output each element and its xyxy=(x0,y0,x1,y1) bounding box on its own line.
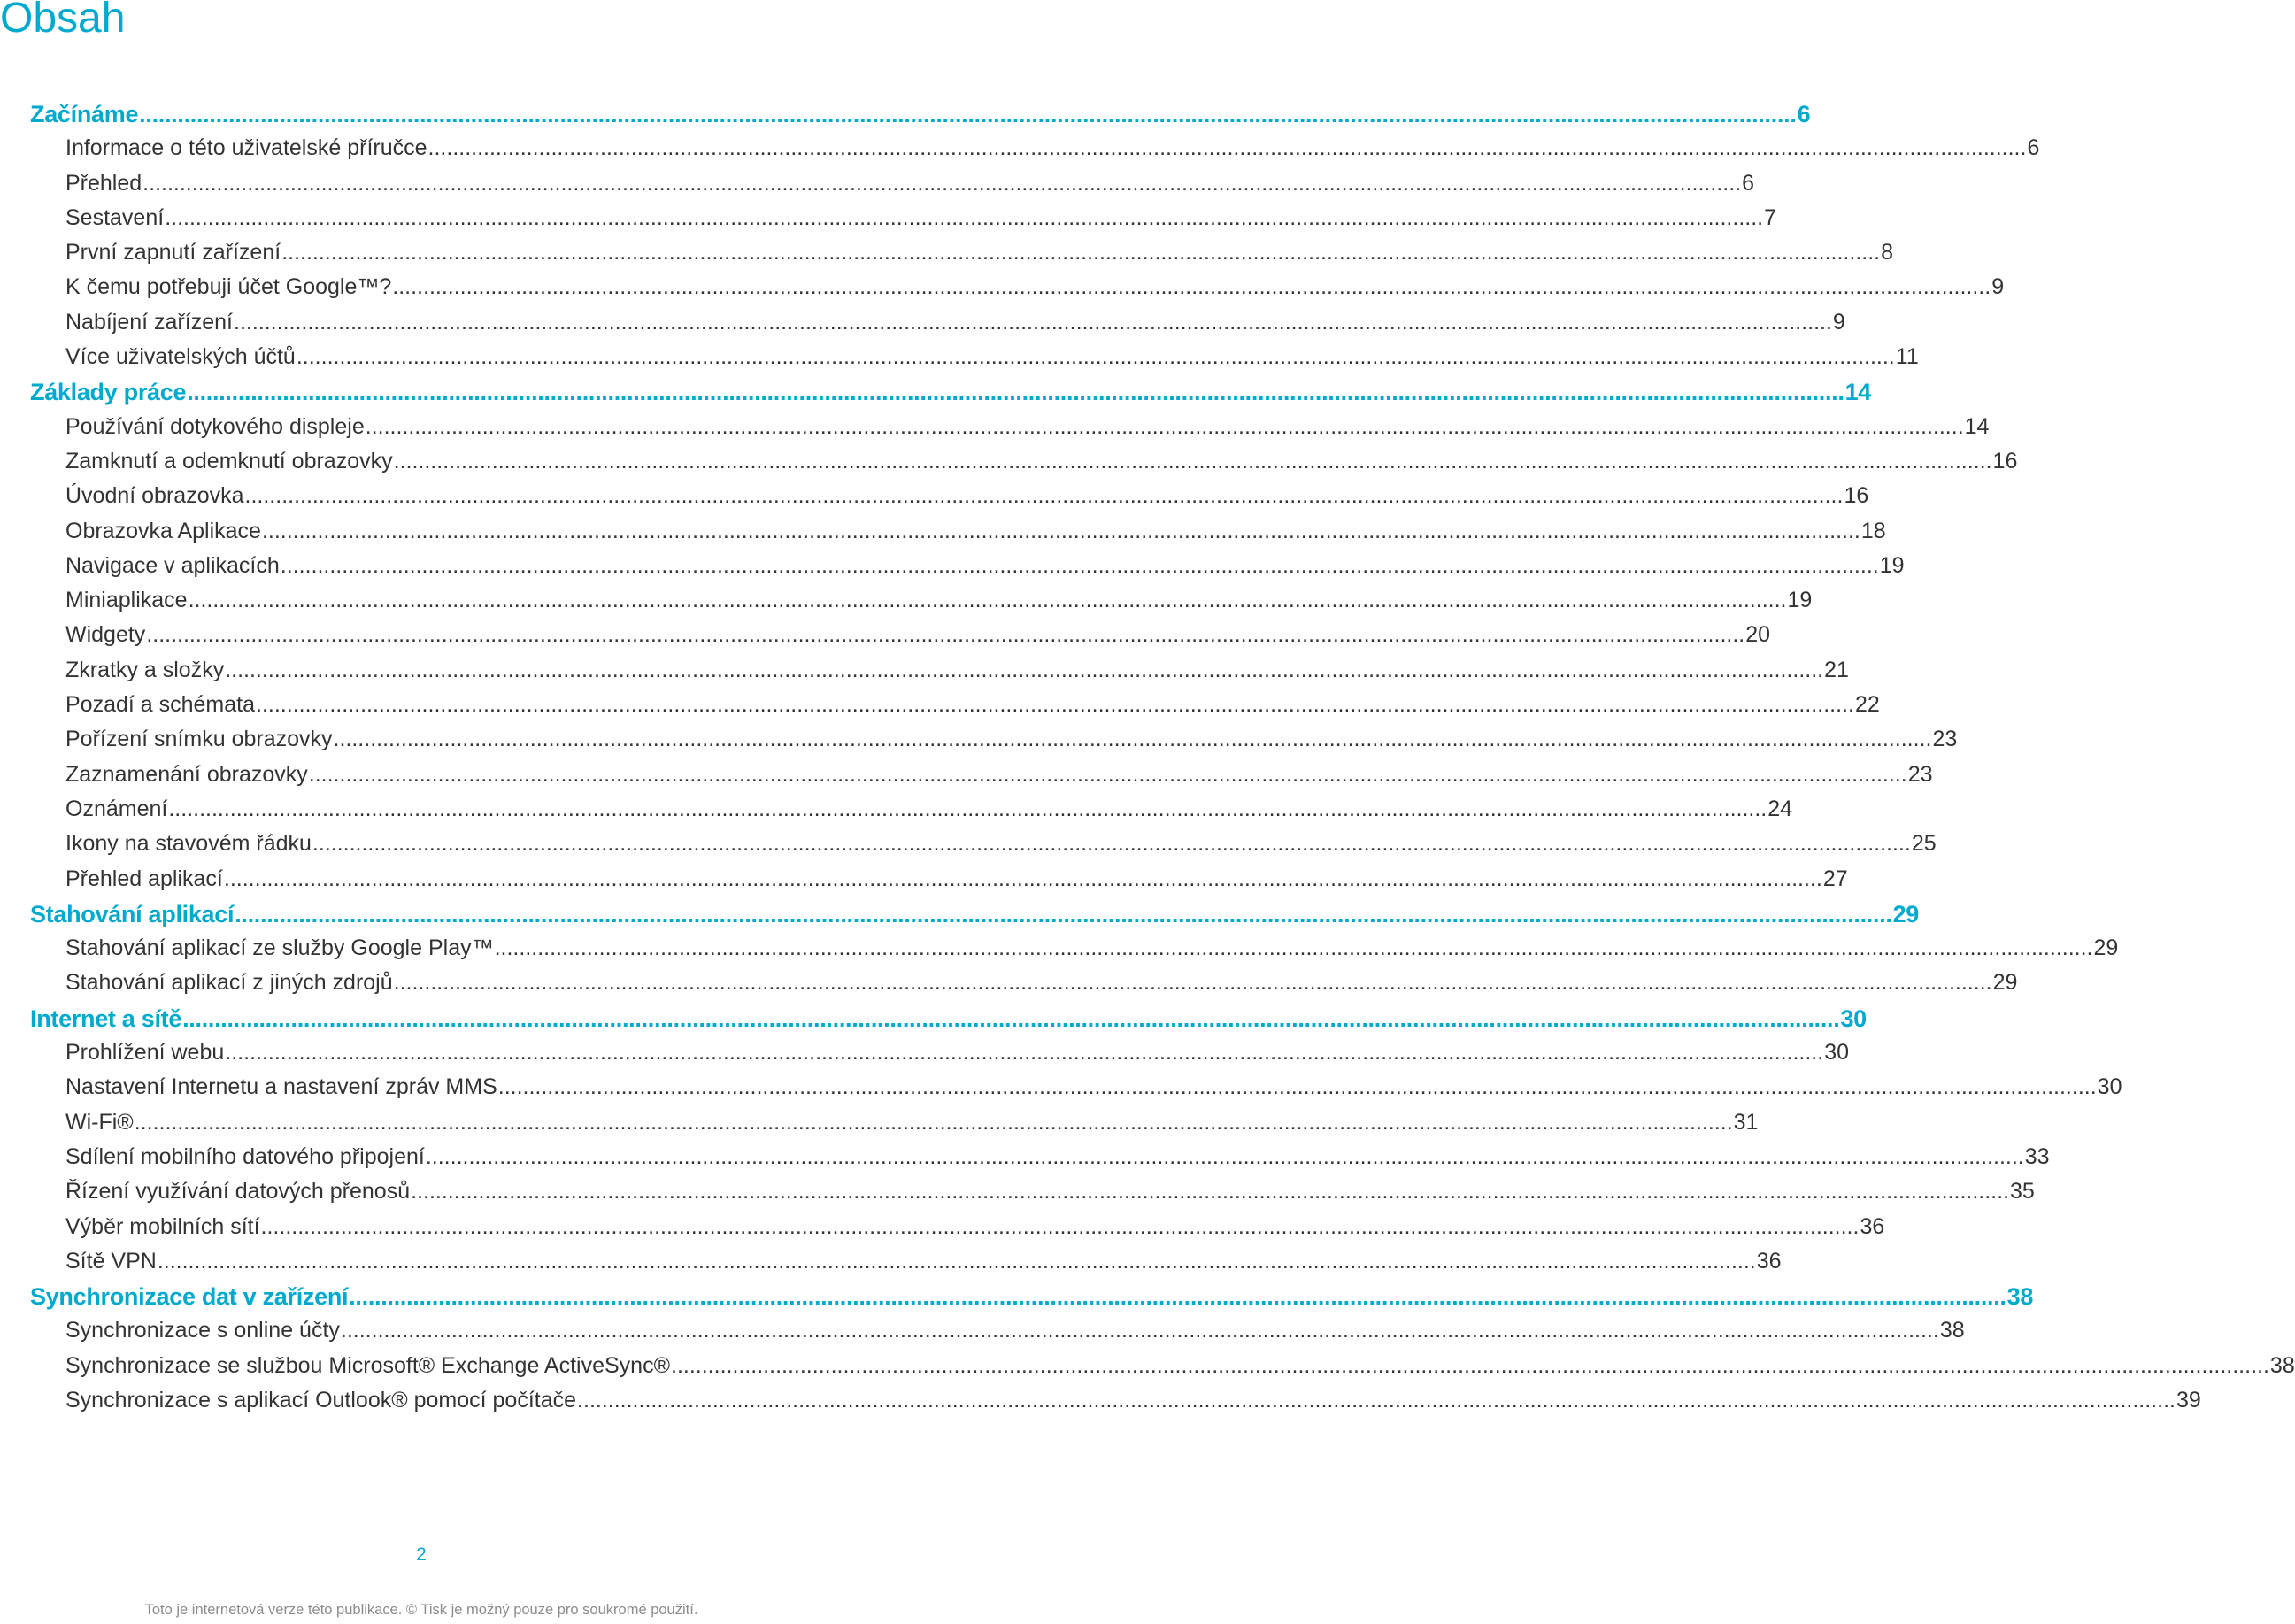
toc-entry[interactable] xyxy=(30,240,1894,274)
toc-entry[interactable] xyxy=(30,170,1754,205)
toc-entry[interactable] xyxy=(30,1040,1850,1074)
toc-chapter[interactable] xyxy=(30,1283,2034,1318)
toc-leader-dots: .................................................................................................................................................................................................................................................................... xyxy=(281,240,1881,266)
toc-title: Výběr mobilních sítí xyxy=(65,1213,260,1239)
toc-title: Zamknutí a odemknutí obrazovky xyxy=(65,448,393,473)
toc-title: Wi-Fi® xyxy=(65,1109,134,1135)
toc-leader-dots: .................................................................................................................................................................................................................................................................... xyxy=(165,204,1764,230)
toc-title: Stahování aplikací z jiných zdrojů xyxy=(65,970,393,996)
toc-entry[interactable] xyxy=(30,448,2018,483)
toc-leader-dots: .................................................................................................................................................................................................................................................................... xyxy=(308,761,1907,787)
toc-leader-dots: .................................................................................................................................................................................................................................................................... xyxy=(312,831,1911,857)
toc-page-number: 8 xyxy=(1881,240,1894,266)
table-of-contents xyxy=(30,101,2295,1422)
toc-page-number: 36 xyxy=(1860,1213,1885,1239)
toc-leader-dots: .................................................................................................................................................................................................................................................................... xyxy=(349,1283,2006,1311)
toc-title: Prohlížení webu xyxy=(65,1040,225,1066)
toc-title: Používání dotykového displeje xyxy=(65,413,365,439)
toc-leader-dots: .................................................................................................................................................................................................................................................................... xyxy=(225,1040,1824,1066)
toc-leader-dots: .................................................................................................................................................................................................................................................................... xyxy=(225,657,1824,682)
toc-title: Základy práce xyxy=(30,379,187,406)
toc-title: Zkratky a složky xyxy=(65,657,225,682)
toc-leader-dots: .................................................................................................................................................................................................................................................................... xyxy=(261,518,1860,543)
toc-title: Informace o této uživatelské příručce xyxy=(65,135,427,161)
toc-leader-dots: .................................................................................................................................................................................................................................................................... xyxy=(157,1248,1756,1274)
toc-entry[interactable] xyxy=(30,727,1958,761)
toc-page-number: 7 xyxy=(1764,204,1777,230)
toc-page-number: 6 xyxy=(1742,170,1754,196)
toc-leader-dots: .................................................................................................................................................................................................................................................................... xyxy=(168,796,1767,821)
toc-title: Pořízení snímku obrazovky xyxy=(65,727,333,752)
toc-entry[interactable] xyxy=(30,204,1777,240)
toc-page-number: 11 xyxy=(1895,344,1919,370)
toc-entry[interactable] xyxy=(30,1074,2122,1109)
toc-title: Stahování aplikací ze služby Google Play™ xyxy=(65,935,494,961)
toc-leader-dots: .................................................................................................................................................................................................................................................................... xyxy=(577,1387,2176,1412)
toc-entry[interactable] xyxy=(30,413,1990,449)
toc-entry[interactable] xyxy=(30,483,1869,518)
toc-title: Widgety xyxy=(65,622,146,648)
toc-title: Ikony na stavovém řádku xyxy=(65,831,312,857)
page-number: 2 xyxy=(416,1544,427,1565)
toc-leader-dots: .................................................................................................................................................................................................................................................................... xyxy=(392,274,1991,300)
toc-leader-dots: .................................................................................................................................................................................................................................................................... xyxy=(188,588,1787,613)
toc-title: Řízení využívání datových přenosů xyxy=(65,1179,411,1205)
toc-title: Synchronizace se službou Microsoft® Exchange ActiveSync® xyxy=(65,1352,670,1378)
toc-leader-dots: .................................................................................................................................................................................................................................................................... xyxy=(333,727,1932,752)
toc-page-number: 14 xyxy=(1964,413,1990,439)
toc-page-number: 38 xyxy=(2269,1352,2295,1378)
toc-entry[interactable] xyxy=(30,1248,1782,1283)
toc-page-number: 22 xyxy=(1854,692,1880,718)
toc-page-number: 38 xyxy=(1939,1318,1965,1343)
toc-page-number: 9 xyxy=(1832,309,1845,335)
toc-title: Oznámení xyxy=(65,796,168,821)
toc-title: Sestavení xyxy=(65,204,165,230)
toc-entry[interactable] xyxy=(30,935,2119,970)
toc-entry[interactable] xyxy=(30,1109,1759,1144)
toc-entry[interactable] xyxy=(30,1318,1965,1352)
footer-note: Toto je internetová verze této publikace. © Tisk je možný pouze pro soukromé použití. xyxy=(144,1602,698,1618)
toc-entry[interactable] xyxy=(30,135,2040,170)
toc-entry[interactable] xyxy=(30,1179,2035,1213)
toc-page-number: 6 xyxy=(1797,101,1811,127)
toc-title: Nabíjení zařízení xyxy=(65,309,233,335)
toc-page-number: 18 xyxy=(1860,518,1886,543)
toc-page-number: 38 xyxy=(2006,1283,2034,1311)
toc-leader-dots: .................................................................................................................................................................................................................................................................... xyxy=(146,622,1745,648)
toc-title: Synchronizace s online účty xyxy=(65,1318,340,1343)
toc-entry[interactable] xyxy=(30,692,1880,727)
toc-entry[interactable] xyxy=(30,344,1919,379)
toc-entry[interactable] xyxy=(30,796,1793,831)
toc-page-number: 23 xyxy=(1932,727,1958,752)
toc-leader-dots: .................................................................................................................................................................................................................................................................... xyxy=(139,101,1797,127)
toc-leader-dots: .................................................................................................................................................................................................................................................................... xyxy=(296,344,1895,370)
toc-title: K čemu potřebuji účet Google™? xyxy=(65,274,392,300)
toc-leader-dots: .................................................................................................................................................................................................................................................................... xyxy=(182,1004,1840,1032)
toc-entry[interactable] xyxy=(30,1352,2295,1388)
toc-page-number: 36 xyxy=(1756,1248,1782,1274)
toc-entry[interactable] xyxy=(30,309,1845,344)
toc-leader-dots: .................................................................................................................................................................................................................................................................... xyxy=(223,866,1822,891)
toc-page-number: 16 xyxy=(1992,448,2018,473)
toc-title: Zaznamenání obrazovky xyxy=(65,761,308,787)
toc-leader-dots: .................................................................................................................................................................................................................................................................... xyxy=(340,1318,1939,1343)
toc-entry[interactable] xyxy=(30,761,1933,797)
toc-leader-dots: .................................................................................................................................................................................................................................................................... xyxy=(393,970,1992,996)
toc-leader-dots: .................................................................................................................................................................................................................................................................... xyxy=(260,1213,1860,1239)
toc-title: Začínáme xyxy=(30,101,139,127)
toc-page-number: 21 xyxy=(1824,657,1849,682)
page-title: Obsah xyxy=(0,0,126,42)
toc-page-number: 29 xyxy=(2093,935,2119,961)
toc-entry[interactable] xyxy=(30,588,1813,622)
toc-entry[interactable] xyxy=(30,1387,2201,1422)
toc-title: Úvodní obrazovka xyxy=(65,483,244,509)
toc-leader-dots: .................................................................................................................................................................................................................................................................... xyxy=(425,1143,2024,1169)
toc-title: Synchronizace dat v zařízení xyxy=(30,1283,349,1311)
toc-title: Více uživatelských účtů xyxy=(65,344,296,370)
toc-page-number: 30 xyxy=(2097,1074,2122,1100)
toc-chapter[interactable] xyxy=(30,101,1811,135)
toc-leader-dots: .................................................................................................................................................................................................................................................................... xyxy=(187,379,1844,406)
toc-entry[interactable] xyxy=(30,866,1848,901)
toc-title: Navigace v aplikacích xyxy=(65,552,280,578)
toc-page-number: 23 xyxy=(1907,761,1933,787)
toc-entry[interactable] xyxy=(30,1213,1885,1249)
toc-title: Přehled xyxy=(65,170,142,196)
toc-leader-dots: .................................................................................................................................................................................................................................................................... xyxy=(365,413,1964,439)
toc-title: Pozadí a schémata xyxy=(65,692,256,718)
toc-chapter[interactable] xyxy=(30,1004,1867,1040)
toc-leader-dots: .................................................................................................................................................................................................................................................................... xyxy=(411,1179,2010,1205)
toc-title: Obrazovka Aplikace xyxy=(65,518,261,543)
toc-page-number: 19 xyxy=(1787,588,1813,613)
toc-page-number: 30 xyxy=(1824,1040,1850,1066)
toc-entry[interactable] xyxy=(30,274,2005,309)
toc-leader-dots: .................................................................................................................................................................................................................................................................... xyxy=(280,552,1879,578)
toc-page-number: 6 xyxy=(2027,135,2040,161)
toc-leader-dots: .................................................................................................................................................................................................................................................................... xyxy=(494,935,2093,961)
toc-entry[interactable] xyxy=(30,657,1849,692)
toc-leader-dots: .................................................................................................................................................................................................................................................................... xyxy=(497,1074,2097,1100)
toc-entry[interactable] xyxy=(30,552,1905,588)
toc-page-number: 9 xyxy=(1991,274,2005,300)
toc-title: Sítě VPN xyxy=(65,1248,157,1274)
toc-page-number: 16 xyxy=(1844,483,1869,509)
toc-leader-dots: .................................................................................................................................................................................................................................................................... xyxy=(134,1109,1733,1135)
toc-page-number: 29 xyxy=(1992,970,2018,996)
toc-page-number: 14 xyxy=(1844,379,1872,406)
toc-title: Synchronizace s aplikací Outlook® pomocí počítače xyxy=(65,1387,577,1412)
toc-page-number: 24 xyxy=(1767,796,1793,821)
toc-page-number: 31 xyxy=(1733,1109,1759,1135)
toc-leader-dots: .................................................................................................................................................................................................................................................................... xyxy=(244,483,1844,509)
toc-leader-dots: .................................................................................................................................................................................................................................................................... xyxy=(142,170,1742,196)
toc-chapter[interactable] xyxy=(30,379,1872,413)
toc-leader-dots: .................................................................................................................................................................................................................................................................... xyxy=(256,692,1854,718)
toc-page-number: 33 xyxy=(2024,1143,2050,1169)
toc-leader-dots: .................................................................................................................................................................................................................................................................... xyxy=(235,900,1892,927)
toc-title: První zapnutí zařízení xyxy=(65,240,281,266)
toc-page-number: 35 xyxy=(2010,1179,2035,1205)
toc-leader-dots: .................................................................................................................................................................................................................................................................... xyxy=(671,1352,2269,1378)
toc-title: Přehled aplikací xyxy=(65,866,223,891)
toc-page-number: 39 xyxy=(2176,1387,2201,1412)
toc-page-number: 25 xyxy=(1911,831,1937,857)
toc-entry[interactable] xyxy=(30,970,2018,1004)
toc-leader-dots: .................................................................................................................................................................................................................................................................... xyxy=(234,309,1832,335)
toc-page-number: 19 xyxy=(1879,552,1905,578)
toc-page-number: 30 xyxy=(1840,1004,1867,1032)
toc-entry[interactable] xyxy=(30,518,1886,553)
toc-title: Internet a sítě xyxy=(30,1004,182,1032)
toc-leader-dots: .................................................................................................................................................................................................................................................................... xyxy=(393,448,1992,473)
toc-title: Nastavení Internetu a nastavení zpráv MMS xyxy=(65,1074,497,1100)
toc-chapter[interactable] xyxy=(30,900,1920,935)
toc-title: Stahování aplikací xyxy=(30,900,235,927)
toc-page-number: 27 xyxy=(1822,866,1848,891)
toc-leader-dots: .................................................................................................................................................................................................................................................................... xyxy=(427,135,2027,161)
toc-entry[interactable] xyxy=(30,1143,2050,1179)
toc-title: Sdílení mobilního datového připojení xyxy=(65,1143,425,1169)
toc-entry[interactable] xyxy=(30,622,1771,657)
toc-title: Miniaplikace xyxy=(65,588,188,613)
toc-page-number: 20 xyxy=(1745,622,1771,648)
toc-page-number: 29 xyxy=(1892,900,1920,927)
toc-entry[interactable] xyxy=(30,831,1937,866)
